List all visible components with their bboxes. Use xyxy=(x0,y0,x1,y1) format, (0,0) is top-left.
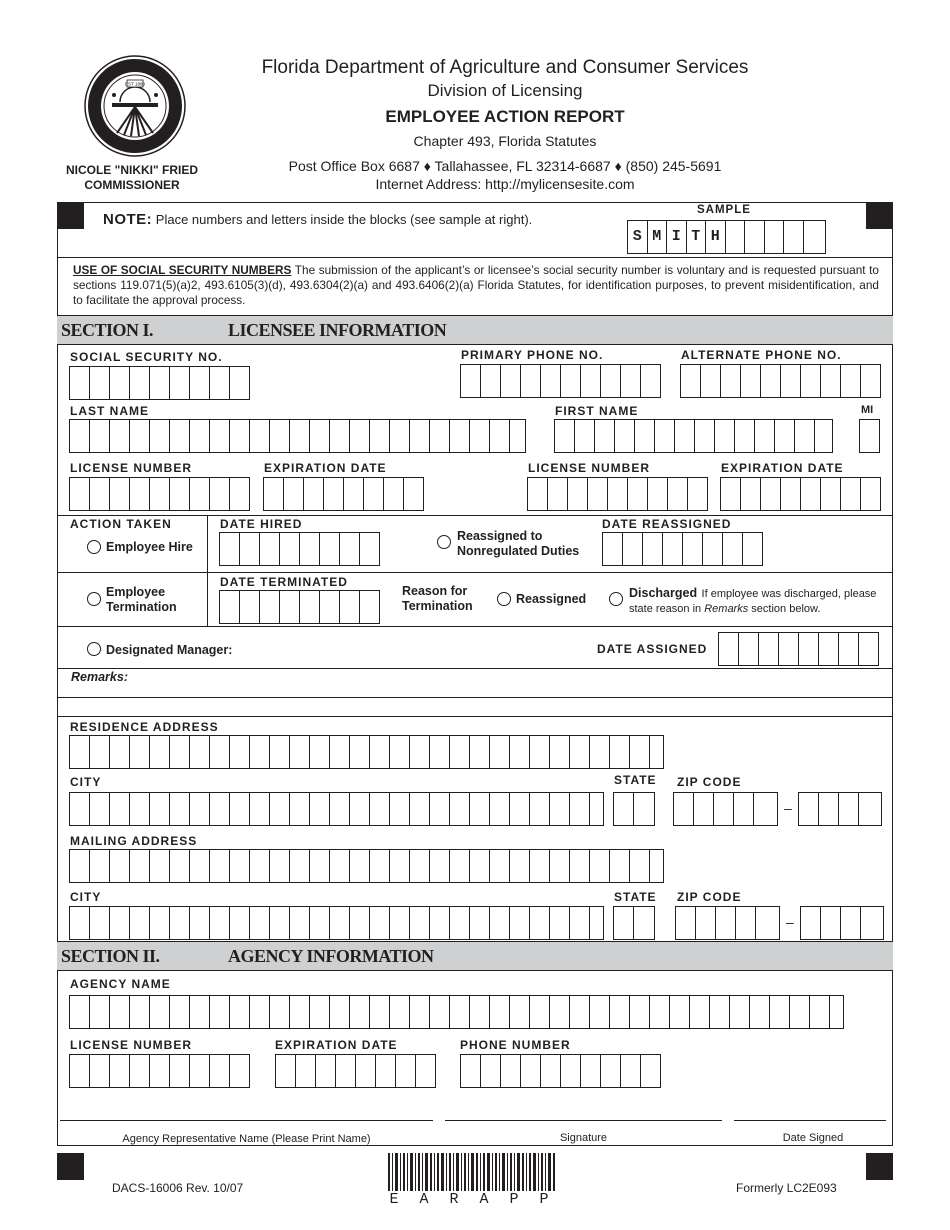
section-2-header xyxy=(57,941,893,971)
remarks-label: Remarks: xyxy=(71,670,128,684)
note-text: Place numbers and letters inside the blocks (see sample at right). xyxy=(155,212,533,227)
termination-text: Termination xyxy=(106,600,177,614)
primary-phone-label: PRIMARY PHONE NO. xyxy=(461,348,604,362)
discharged-radio[interactable] xyxy=(609,592,623,606)
agency-expiration-date-field[interactable] xyxy=(275,1054,436,1088)
date-signed-caption: Date Signed xyxy=(782,1132,844,1144)
date-reassigned-field[interactable] xyxy=(602,532,763,566)
form-number: DACS-16006 Rev. 10/07 xyxy=(112,1181,244,1195)
section-2-number: SECTION II. xyxy=(61,946,160,966)
sample-label: SAMPLE xyxy=(697,204,751,216)
last-name-field[interactable] xyxy=(69,419,526,453)
department-seal xyxy=(84,55,186,157)
mailing-zip-code-label: ZIP CODE xyxy=(677,890,742,904)
date-terminated-label: DATE TERMINATED xyxy=(220,575,348,589)
divider xyxy=(57,515,893,516)
mailing-info: Post Office Box 6687 ♦ Tallahassee, FL 32314-6687 ♦ (850) 245-5691 xyxy=(288,158,722,174)
license-number-2-label: LICENSE NUMBER xyxy=(528,461,651,475)
section-2-title: AGENCY INFORMATION xyxy=(228,946,434,966)
alternate-phone-label: ALTERNATE PHONE NO. xyxy=(681,348,842,362)
reassigned-label: Reassigned xyxy=(516,592,587,606)
license-number-label: LICENSE NUMBER xyxy=(70,461,193,475)
formerly-number: Formerly LC2E093 xyxy=(736,1181,837,1195)
employee-hire-label: Employee Hire xyxy=(106,540,193,554)
note xyxy=(103,211,532,228)
divider xyxy=(57,572,893,573)
divider xyxy=(57,257,893,258)
zip-code-field[interactable] xyxy=(673,792,778,826)
last-name-label: LAST NAME xyxy=(70,404,149,418)
barcode-text: E A R A P P xyxy=(389,1191,555,1208)
mailing-address-label: MAILING ADDRESS xyxy=(70,834,198,848)
agency-phone-number-label: PHONE NUMBER xyxy=(460,1038,571,1052)
reason-for-termination-label xyxy=(402,584,473,614)
barcode xyxy=(388,1153,556,1193)
mailing-zip-extension-field[interactable] xyxy=(800,906,884,940)
alternate-phone-field[interactable] xyxy=(680,364,881,398)
license-number-2-field[interactable] xyxy=(527,477,708,511)
sample-letter: T xyxy=(687,221,707,253)
designated-manager-radio[interactable] xyxy=(87,642,101,656)
date-terminated-field[interactable] xyxy=(219,590,380,624)
signature-caption: Signature xyxy=(559,1132,608,1144)
commissioner-title: COMMISSIONER xyxy=(84,178,180,192)
sample-letter: I xyxy=(667,221,687,253)
division-name: Division of Licensing xyxy=(427,81,583,100)
department-name: Florida Department of Agriculture and Consumer Services xyxy=(261,57,749,78)
termination-reason-text: Termination xyxy=(402,599,473,613)
date-reassigned-label: DATE REASSIGNED xyxy=(602,517,732,531)
registration-mark xyxy=(866,1153,893,1180)
divider xyxy=(57,697,893,698)
city-label: CITY xyxy=(70,775,102,789)
sample-letter: H xyxy=(706,221,726,253)
expiration-date-2-label: EXPIRATION DATE xyxy=(721,461,844,475)
reassigned-nonregulated-label xyxy=(457,529,579,559)
divider xyxy=(57,626,893,627)
mi-field[interactable] xyxy=(859,419,880,453)
first-name-label: FIRST NAME xyxy=(555,404,639,418)
rep-name-caption: Agency Representative Name (Please Print Name) xyxy=(122,1133,371,1145)
mailing-city-field[interactable] xyxy=(69,906,604,940)
employee-termination-radio[interactable] xyxy=(87,592,101,606)
residence-address-field[interactable] xyxy=(69,735,664,769)
ssn-notice xyxy=(73,263,879,308)
agency-license-number-label: LICENSE NUMBER xyxy=(70,1038,193,1052)
ssn-label: SOCIAL SECURITY NO. xyxy=(70,350,223,364)
divider xyxy=(57,668,893,669)
divider xyxy=(57,716,893,717)
sample-boxes xyxy=(627,220,826,254)
expiration-date-label: EXPIRATION DATE xyxy=(264,461,387,475)
mi-label: MI xyxy=(861,404,874,416)
action-taken-label: ACTION TAKEN xyxy=(70,517,172,531)
mailing-zip-dash: – xyxy=(786,914,794,930)
date-hired-label: DATE HIRED xyxy=(220,517,303,531)
employee-text: Employee xyxy=(106,585,166,599)
state-label: STATE xyxy=(614,773,657,787)
discharged-note-b: Remarks xyxy=(704,603,749,615)
reason-for-text: Reason for xyxy=(402,584,468,598)
agency-phone-number-field[interactable] xyxy=(460,1054,661,1088)
reassigned-radio[interactable] xyxy=(497,592,511,606)
registration-mark xyxy=(57,1153,84,1180)
zip-dash: – xyxy=(784,800,792,816)
date-assigned-field[interactable] xyxy=(718,632,879,666)
form-title: EMPLOYEE ACTION REPORT xyxy=(385,107,625,126)
signature-line[interactable] xyxy=(445,1120,722,1121)
section-1-header xyxy=(57,315,893,345)
mailing-state-label: STATE xyxy=(614,890,657,904)
discharged-label xyxy=(629,584,884,616)
expiration-date-field[interactable] xyxy=(263,477,424,511)
mailing-city-label: CITY xyxy=(70,890,102,904)
employee-hire-radio[interactable] xyxy=(87,540,101,554)
internet-address: Internet Address: http://mylicensesite.com xyxy=(375,176,635,192)
discharged-note-c: section below. xyxy=(751,603,821,615)
employee-termination-label xyxy=(106,585,177,615)
date-hired-field[interactable] xyxy=(219,532,380,566)
agency-name-label: AGENCY NAME xyxy=(70,977,171,991)
agency-name-field[interactable] xyxy=(69,995,844,1029)
discharged-text: Discharged xyxy=(629,586,698,600)
mailing-state-field[interactable] xyxy=(613,906,655,940)
license-number-field[interactable] xyxy=(69,477,250,511)
zip-extension-field[interactable] xyxy=(798,792,882,826)
divider xyxy=(207,515,208,626)
ssn-notice-heading: USE OF SOCIAL SECURITY NUMBERS xyxy=(73,263,292,277)
rep-name-line[interactable] xyxy=(60,1120,433,1121)
primary-phone-field[interactable] xyxy=(460,364,661,398)
reassigned-nonregulated-radio[interactable] xyxy=(437,535,451,549)
svg-text:EST 1889: EST 1889 xyxy=(125,81,145,87)
date-signed-line[interactable] xyxy=(734,1120,886,1121)
mailing-address-field[interactable] xyxy=(69,849,664,883)
reassigned-to-text: Reassigned to xyxy=(457,529,543,543)
residence-address-label: RESIDENCE ADDRESS xyxy=(70,720,219,734)
first-name-field[interactable] xyxy=(554,419,833,453)
zip-code-label: ZIP CODE xyxy=(677,775,742,789)
state-field[interactable] xyxy=(613,792,655,826)
agency-expiration-date-label: EXPIRATION DATE xyxy=(275,1038,398,1052)
sample-letter: M xyxy=(648,221,668,253)
mailing-zip-code-field[interactable] xyxy=(675,906,780,940)
remarks-field[interactable] xyxy=(58,686,892,696)
expiration-date-2-field[interactable] xyxy=(720,477,881,511)
sample-letter: S xyxy=(628,221,648,253)
ssn-field[interactable] xyxy=(69,366,250,400)
section-1-number: SECTION I. xyxy=(61,320,154,340)
ssn-notice-text: The submission of the applicant’s or licensee’s social security number is voluntary and is requested pursuant to sections 119.071(5)(a)2, 493.6105(3)(d), 493.6304(2)(a) and 493.6406(2)(a) Florida Statutes, for identification purposes, to prevent misidentification, and to facilitate the approval process. xyxy=(73,263,879,307)
designated-manager-label: Designated Manager: xyxy=(106,643,233,657)
discharged-note: If employee was discharged, please xyxy=(701,588,877,600)
date-assigned-label: DATE ASSIGNED xyxy=(597,642,708,656)
discharged-note-a: state reason in xyxy=(629,603,702,615)
statute: Chapter 493, Florida Statutes xyxy=(413,133,597,149)
nonregulated-duties-text: Nonregulated Duties xyxy=(457,544,580,558)
city-field[interactable] xyxy=(69,792,604,826)
note-label: NOTE: xyxy=(103,211,153,228)
section-1-title: LICENSEE INFORMATION xyxy=(228,320,447,340)
agency-license-number-field[interactable] xyxy=(69,1054,250,1088)
commissioner-name: NICOLE "NIKKI" FRIED xyxy=(65,163,199,177)
